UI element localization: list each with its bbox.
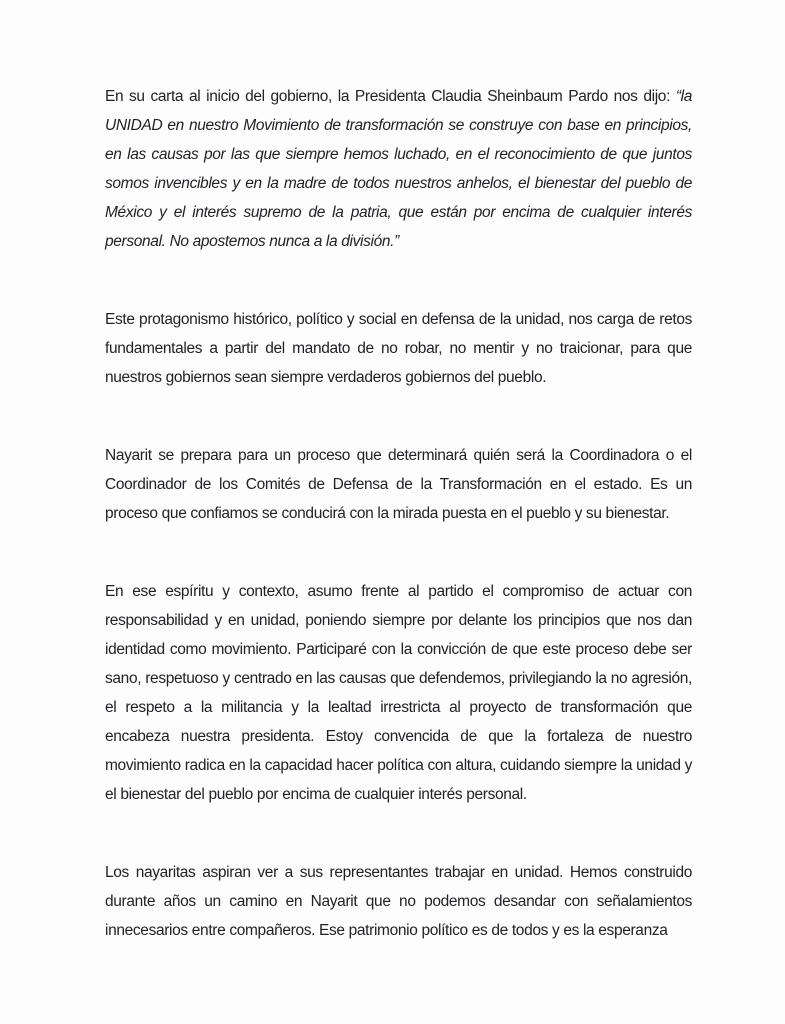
quote-text: “la UNIDAD en nuestro Movimiento de transformación se construye con base en principios, en las causas por las que siempre hemos luchado, en el reconocimiento de que juntos somos invencibles y en la madre de todos nuestros anhelos, el bienestar del pueblo de México y el interés supremo de la patria, que están por encima de cualquier interés personal. No apostemos nunca a la división.” [105,88,692,250]
document-body [105,82,692,945]
paragraph-nayarit-proceso: Nayarit se prepara para un proceso que determinará quién será la Coordinadora o el Coordinador de los Comités de Defensa de la Transformación en el estado. Es un proceso que confiamos se conducirá con la mirada puesta en el pueblo y su bienestar. [105,447,692,522]
paragraph-protagonismo: Este protagonismo histórico, político y social en defensa de la unidad, nos carga de retos fundamentales a partir del mandato de no robar, no mentir y no traicionar, para que nuestros gobiernos sean siempre verdaderos gobiernos del pueblo. [105,311,692,386]
paragraph-nayaritas: Los nayaritas aspiran ver a sus representantes trabajar en unidad. Hemos construido durante años un camino en Nayarit que no podemos desandar con señalamientos innecesarios entre compañeros. Ese patrimonio político es de todos y es la esperanza [105,864,692,939]
paragraph-compromiso: En ese espíritu y contexto, asumo frente al partido el compromiso de actuar con responsabilidad y en unidad, poniendo siempre por delante los principios que nos dan identidad como movimiento. Participaré con la convicción de que este proceso debe ser sano, respetuoso y centrado en las causas que defendemos, privilegiando la no agresión, el respeto a la militancia y la lealtad irrestricta al proyecto de transformación que encabeza nuestra presidenta. Estoy convencida de que la fortaleza de nuestro movimiento radica en la capacidad hacer política con altura, cuidando siempre la unidad y el bienestar del pueblo por encima de cualquier interés personal. [105,583,692,803]
paragraph-intro-text: En su carta al inicio del gobierno, la Presidenta Claudia Sheinbaum Pardo nos dijo: [105,88,676,105]
paragraph-presidenta-quote [105,82,692,256]
